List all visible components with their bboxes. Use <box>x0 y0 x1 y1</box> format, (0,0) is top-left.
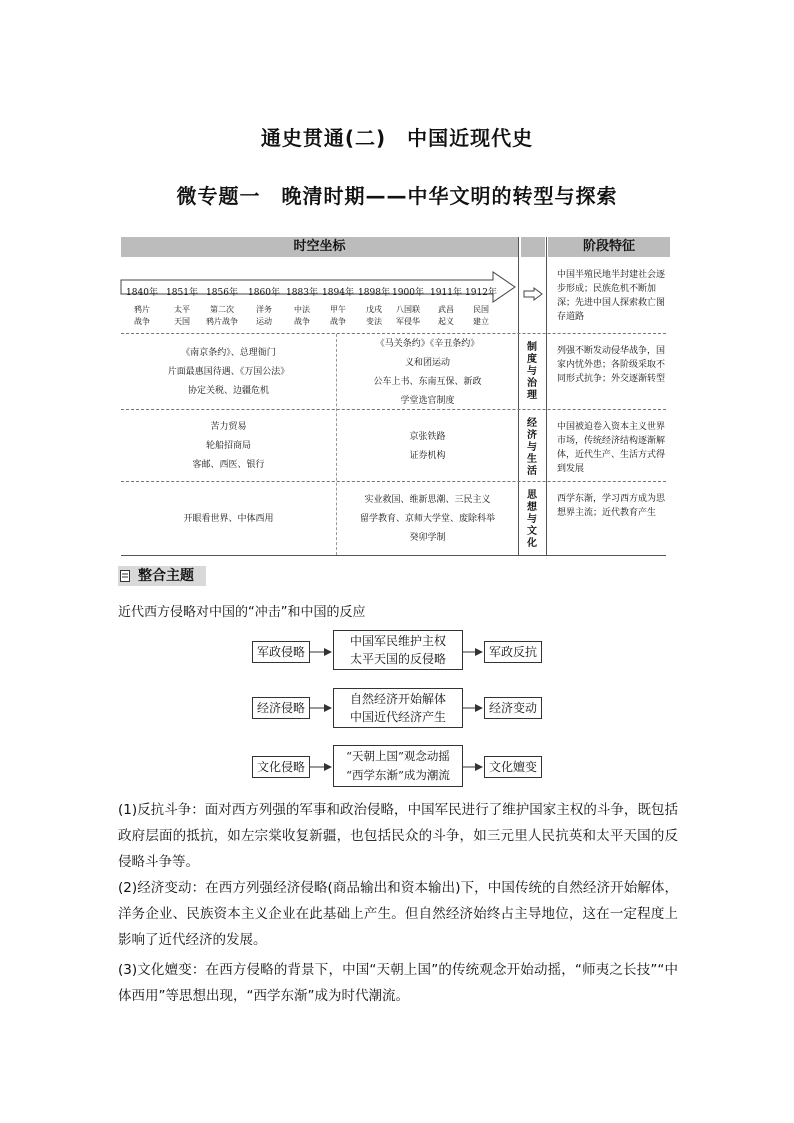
feature-text: 中国被迫卷入资本主义世界市场，传统经济结构逐渐解体，近代生产、生活方式得到发展 <box>557 422 666 474</box>
category-label: 制度与治理 <box>527 342 537 401</box>
feature-text: 西学东渐，学习西方成为思想界主流；近代教育产生 <box>557 494 666 518</box>
cell-left: 开眼看世界、中体西用 <box>183 514 274 524</box>
flow-military-invasion: 军政侵略 <box>252 641 310 663</box>
flow-cultural-middle <box>333 745 463 787</box>
cell-right: 京张铁路 <box>409 431 446 442</box>
timeline-event: 中法 战争 <box>294 305 310 326</box>
cell-left: 苦力贸易 <box>210 422 247 432</box>
timeline-year: 1840年 <box>126 288 158 298</box>
timeline-event: 八国联 军侵华 <box>396 305 420 326</box>
category-label: 思想与文化 <box>527 490 537 549</box>
timeline-year: 1856年 <box>206 288 238 298</box>
flow-economic-change: 经济变动 <box>484 697 542 719</box>
cell-right: 癸卯学制 <box>409 533 446 543</box>
arrow-right-icon <box>523 287 543 301</box>
flow-cultural-change: 文化嬗变 <box>484 756 542 778</box>
cell-right: 学堂选官制度 <box>400 395 455 406</box>
cell-right: 证券机构 <box>409 450 446 461</box>
flow-text: “西学东渐”成为潮流 <box>346 768 450 782</box>
timeline-year: 1898年 <box>358 288 390 298</box>
section-heading: 整合主题 <box>138 568 194 584</box>
timeline-event: 洋务 运动 <box>256 305 272 326</box>
paragraph-economy: (2)经济变动：在西方列强经济侵略(商品输出和资本输出)下，中国传统的自然经济开始解体，洋务企业、民族资本主义企业在此基础上产生。但自然经济始终占主导地位，这在一定程度上影响了近代经济的发展。 <box>118 880 678 948</box>
cell-right: 《马关条约》《辛丑条约》 <box>375 338 480 349</box>
page-subtitle: 微专题一 晚清时期——中华文明的转型与探索 <box>176 184 618 208</box>
cell-left: 轮船招商局 <box>205 441 251 451</box>
timeline-year: 1851年 <box>166 288 198 298</box>
cell-left: 《南京条约》、总理衙门 <box>181 348 276 358</box>
timeline-event: 武昌 起义 <box>438 305 454 326</box>
cell-left: 客邮、西医、银行 <box>192 460 265 470</box>
cell-right: 公车上书、东南互保、新政 <box>373 376 482 387</box>
timeline-event: 甲午 战争 <box>330 305 346 326</box>
flow-cultural-invasion: 文化侵略 <box>252 756 310 778</box>
timeline-year: 1883年 <box>286 288 318 298</box>
flow-economic-middle <box>333 688 463 728</box>
row-divider <box>121 481 666 482</box>
paragraph-culture: (3)文化嬗变：在西方侵略的背景下，中国“天朝上国”的传统观念开始动摇，“师夷之长技”“中体西用”等思想出现，“西学东渐”成为时代潮流。 <box>118 962 678 1004</box>
timeline-year: 1900年 <box>392 288 424 298</box>
document-icon <box>120 570 132 582</box>
timeline-year: 1911年 <box>430 288 462 298</box>
timeline-year: 1912年 <box>465 288 497 298</box>
cell-right: 留学教育、京师大学堂、废除科举 <box>359 514 495 524</box>
cell-left: 片面最惠国待遇、《万国公法》 <box>167 367 290 377</box>
flow-text: 中国军民维护主权 <box>349 634 446 648</box>
cell-right: 义和团运动 <box>404 357 450 368</box>
header-spacetime: 时空坐标 <box>121 237 518 257</box>
timeline-year: 1894年 <box>322 288 354 298</box>
category-label: 经济与生活 <box>527 418 537 477</box>
timeline-event: 民国 建立 <box>473 305 489 326</box>
flow-text: “天朝上国”观念动摇 <box>346 749 450 763</box>
flow-text: 自然经济开始解体 <box>349 692 446 706</box>
timeline-event: 鸦片 战争 <box>134 305 150 326</box>
flow-military-middle <box>333 630 463 670</box>
header-spacer <box>521 237 545 257</box>
flow-text: 中国近代经济产生 <box>349 710 446 724</box>
page-title: 通史贯通(二) 中国近现代史 <box>260 126 534 150</box>
feature-stage: 中国半殖民地半封建社会逐步形成；民族危机不断加深；先进中国人探索救亡图存道路 <box>557 270 666 322</box>
cell-right: 实业救国、维新思潮、三民主义 <box>364 495 491 505</box>
timeline-event: 戊戌 变法 <box>366 305 382 326</box>
flow-text: 太平天国的反侵略 <box>349 652 446 666</box>
feature-text: 列强不断发动侵华战争，国家内忧外患；各阶级采取不同形式抗争；外交逐渐转型 <box>557 346 666 384</box>
cell-left: 协定关税、边疆危机 <box>187 386 269 396</box>
timeline-event: 第二次 鸦片战争 <box>206 305 238 326</box>
header-features: 阶段特征 <box>548 237 670 257</box>
column-divider <box>546 237 547 555</box>
flow-military-resistance: 军政反抗 <box>484 641 542 663</box>
timeline-event: 太平 天国 <box>174 305 190 326</box>
lead-text: 近代西方侵略对中国的“冲击”和中国的反应 <box>118 605 366 620</box>
timeline-year: 1860年 <box>248 288 280 298</box>
flow-economic-invasion: 经济侵略 <box>252 697 310 719</box>
paragraph-resistance: (1)反抗斗争：面对西方列强的军事和政治侵略，中国军民进行了维护国家主权的斗争，既包括政府层面的抵抗，如左宗棠收复新疆，也包括民众的斗争，如三元里人民抗英和太平天国的反侵略斗争等。 <box>118 802 678 870</box>
table-bottom <box>121 555 666 556</box>
